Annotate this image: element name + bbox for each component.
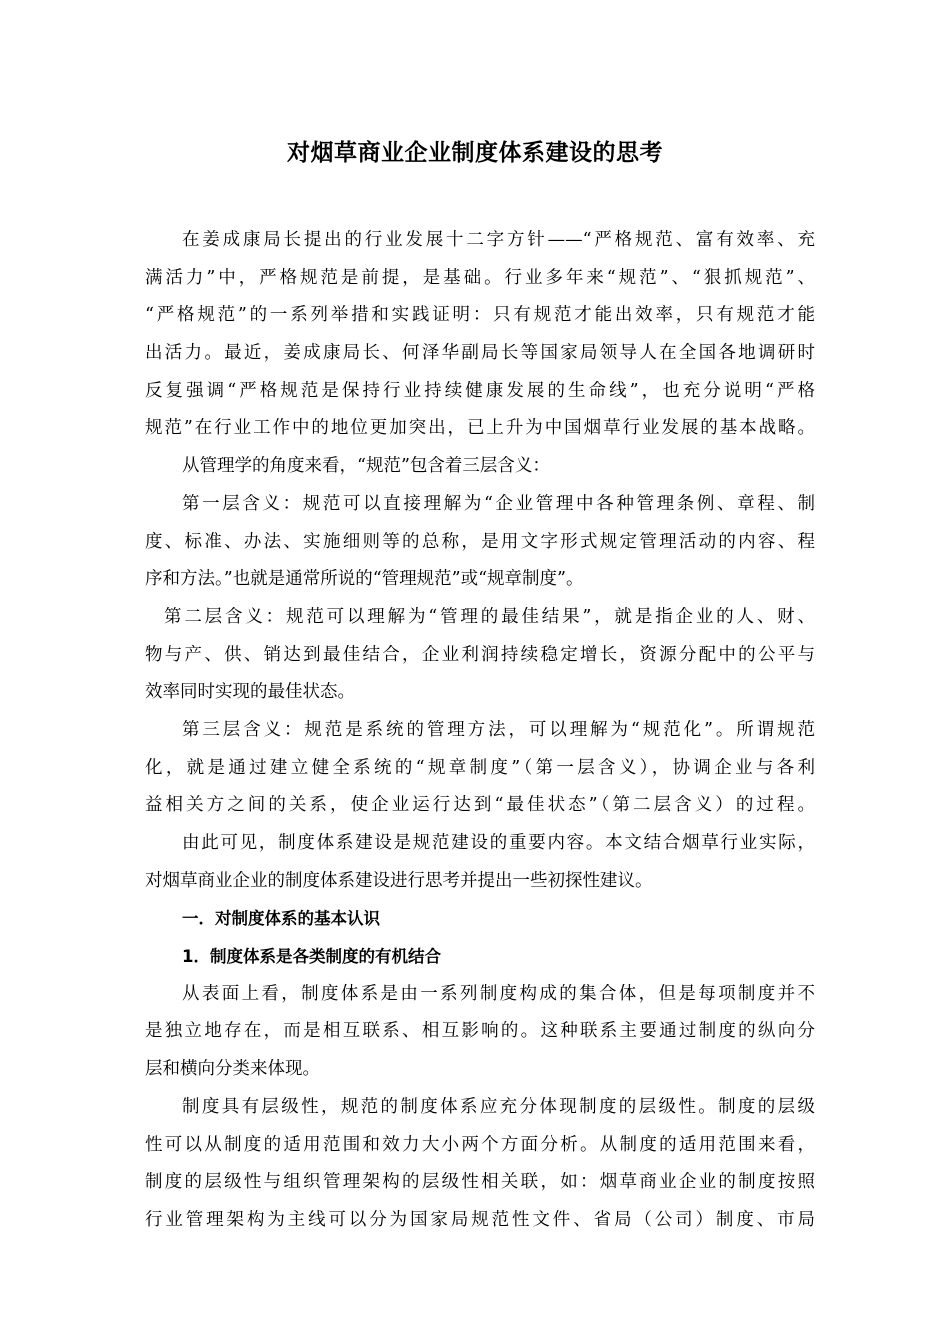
- paragraph-line: 由此可见，制度体系建设是规范建设的重要内容。本文结合烟草行业实际，: [182, 833, 815, 853]
- paragraph-line: “严格规范”的一系列举措和实践证明：只有规范才能出效率，只有规范才能: [145, 305, 815, 326]
- paragraph-line: 第二层含义：规范可以理解为“管理的最佳结果”，就是指企业的人、财、: [164, 606, 815, 627]
- paragraph-line: 性可以从制度的适用范围和效力大小两个方面分析。从制度的适用范围来看，: [145, 1134, 815, 1155]
- paragraph-line: 物与产、供、销达到最佳结合，企业利润持续稳定增长，资源分配中的公平与: [145, 644, 815, 665]
- paragraph-line: 第一层含义：规范可以直接理解为“企业管理中各种管理条例、章程、制: [182, 493, 815, 514]
- section-heading: 一．对制度体系的基本认识: [182, 909, 380, 929]
- paragraph-line: 满活力”中，严格规范是前提，是基础。行业多年来“规范”、“狠抓规范”、: [145, 267, 815, 288]
- paragraph-line: 规范”在行业工作中的地位更加突出，已上升为中国烟草行业发展的基本战略。: [145, 418, 815, 439]
- paragraph-line: 益相关方之间的关系，使企业运行达到“最佳状态”（第二层含义）的过程。: [145, 795, 815, 816]
- document-body: [145, 222, 815, 1240]
- paragraph-line: 从管理学的角度来看，“规范”包含着三层含义：: [182, 456, 550, 477]
- paragraph-line: 制度具有层级性，规范的制度体系应充分体现制度的层级性。制度的层级: [182, 1096, 815, 1117]
- paragraph-line: 从表面上看，制度体系是由一系列制度构成的集合体，但是每项制度并不: [182, 983, 815, 1004]
- document-title: 对烟草商业企业制度体系建设的思考: [287, 140, 663, 166]
- paragraph-line: 层和横向分类来体现。: [145, 1059, 320, 1080]
- subsection-heading: 1．制度体系是各类制度的有机结合: [182, 947, 441, 967]
- paragraph-line: 序和方法。”也就是通常所说的“管理规范”或“规章制度”。: [145, 569, 584, 590]
- paragraph-line: 化，就是通过建立健全系统的“规章制度”（第一层含义），协调企业与各利: [145, 757, 815, 778]
- paragraph-line: 在姜成康局长提出的行业发展十二字方针——“严格规范、富有效率、充: [182, 230, 815, 250]
- paragraph-line: 出活力。最近，姜成康局长、何泽华副局长等国家局领导人在全国各地调研时: [145, 343, 815, 364]
- paragraph-line: 度、标准、办法、实施细则等的总称，是用文字形式规定管理活动的内容、程: [145, 531, 815, 552]
- paragraph-line: 第三层含义：规范是系统的管理方法，可以理解为“规范化”。所谓规范: [182, 719, 815, 740]
- paragraph-line: 是独立地存在，而是相互联系、相互影响的。这种联系主要通过制度的纵向分: [145, 1021, 815, 1042]
- paragraph-line: 对烟草商业企业的制度体系建设进行思考并提出一些初探性建议。: [145, 870, 653, 891]
- paragraph-line: 效率同时实现的最佳状态。: [145, 682, 355, 703]
- paragraph-line: 制度的层级性与组织管理架构的层级性相关联，如：烟草商业企业的制度按照: [145, 1172, 815, 1193]
- paragraph-line: 反复强调“严格规范是保持行业持续健康发展的生命线”，也充分说明“严格: [145, 380, 815, 401]
- paragraph-line: 行业管理架构为主线可以分为国家局规范性文件、省局（公司）制度、市局: [145, 1209, 815, 1230]
